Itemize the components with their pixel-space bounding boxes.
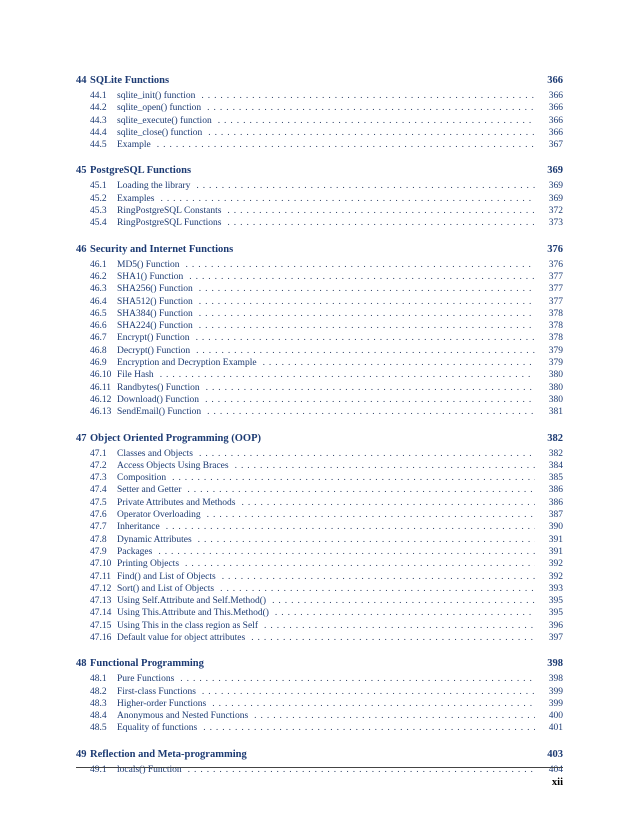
section-number: 44.1 <box>90 91 107 101</box>
toc-entry-link[interactable] <box>76 510 563 522</box>
section-title: Download() Function <box>117 394 200 405</box>
dot-leader <box>198 535 535 545</box>
dot-leader <box>185 559 535 569</box>
section-title: SHA384() Function <box>117 308 193 319</box>
section-number: 47.12 <box>90 583 112 594</box>
section-page-number: 397 <box>548 632 563 643</box>
section-title: Equality of functions <box>117 723 198 734</box>
dot-leader <box>196 333 535 343</box>
toc-entry-link[interactable] <box>76 711 563 723</box>
chapter-title: Security and Internet Functions <box>90 243 234 255</box>
section-number: 45.2 <box>90 193 107 204</box>
dot-leader <box>218 116 535 126</box>
chapter-number: 48 <box>76 658 87 670</box>
section-page-number: 398 <box>548 674 563 685</box>
section-number: 47.7 <box>90 522 107 533</box>
section-title: SHA512() Function <box>117 296 193 307</box>
toc-entry-link[interactable] <box>76 547 563 559</box>
chapter-page-number: 376 <box>547 243 563 255</box>
section-number: 46.1 <box>90 259 107 270</box>
toc-entry-link[interactable] <box>76 522 563 534</box>
section-page-number: 377 <box>548 284 563 295</box>
dot-leader <box>196 346 535 356</box>
toc-entry-link[interactable] <box>76 572 563 584</box>
dot-leader <box>207 407 535 417</box>
section-number: 46.4 <box>90 296 107 307</box>
section-number: 46.11 <box>90 382 112 393</box>
section-title: Find() and List of Objects <box>117 571 216 582</box>
section-number: 48.1 <box>90 674 107 685</box>
chapter-number: 45 <box>76 165 87 177</box>
section-title: Operator Overloading <box>117 510 201 521</box>
section-number: 47.6 <box>90 510 107 521</box>
toc-entry-link[interactable] <box>76 218 563 230</box>
dot-leader <box>199 321 535 331</box>
section-page-number: 401 <box>548 723 563 734</box>
section-title: Access Objects Using Braces <box>117 460 229 471</box>
toc-entry-link[interactable] <box>76 633 563 645</box>
section-page-number: 378 <box>548 321 563 332</box>
section-title: Examples <box>117 193 155 204</box>
section-page-number: 367 <box>548 140 563 151</box>
chapter-heading-link[interactable] <box>76 658 563 674</box>
toc-entry-link[interactable] <box>76 370 563 382</box>
section-page-number: 378 <box>548 333 563 344</box>
section-title: sqlite_open() function <box>117 103 202 114</box>
section-page-number: 386 <box>548 497 563 508</box>
toc-entry-link[interactable] <box>76 181 563 193</box>
section-number: 44.2 <box>90 103 107 114</box>
toc-entry-link[interactable] <box>76 498 563 510</box>
section-page-number: 385 <box>548 473 563 484</box>
toc-entry-link[interactable] <box>76 473 563 485</box>
section-title: RingPostgreSQL Functions <box>117 218 222 229</box>
dot-leader <box>207 103 535 113</box>
section-number: 46.8 <box>90 345 107 356</box>
toc-entry-link[interactable] <box>76 272 563 284</box>
dot-leader <box>202 687 535 697</box>
section-number: 48.3 <box>90 698 107 709</box>
chapter-title: Object Oriented Programming (OOP) <box>90 432 261 444</box>
section-title: Printing Objects <box>117 559 180 570</box>
section-number: 46.5 <box>90 308 107 319</box>
dot-leader <box>212 699 535 709</box>
footer-divider <box>76 767 563 768</box>
section-number: 47.16 <box>90 632 112 643</box>
section-page-number: 380 <box>548 382 563 393</box>
toc-entry-link[interactable] <box>76 699 563 711</box>
toc-entry-link[interactable] <box>76 284 563 296</box>
section-page-number: 377 <box>548 296 563 307</box>
section-title: Anonymous and Nested Functions <box>117 711 249 722</box>
chapter-title: Reflection and Meta-programming <box>90 748 247 760</box>
section-title: Encrypt() Function <box>117 333 190 344</box>
chapter-title: SQLite Functions <box>90 75 170 86</box>
section-number: 47.15 <box>90 620 112 631</box>
dot-leader <box>199 297 535 307</box>
toc-chapter <box>76 165 563 230</box>
toc-entry-link[interactable] <box>76 535 563 547</box>
chapter-page-number: 403 <box>547 748 563 760</box>
section-number: 44.3 <box>90 115 107 126</box>
section-title: Using This.Attribute and This.Method() <box>117 608 269 619</box>
chapter-title: PostgreSQL Functions <box>90 165 192 177</box>
toc-entry-link[interactable] <box>76 461 563 473</box>
section-number: 48.5 <box>90 723 107 734</box>
section-page-number: 391 <box>548 546 563 557</box>
dot-leader <box>235 461 535 471</box>
toc-entry-link[interactable] <box>76 407 563 419</box>
section-page-number: 399 <box>548 698 563 709</box>
chapter-number: 44 <box>76 75 87 86</box>
toc-entry-link[interactable] <box>76 485 563 497</box>
dot-leader <box>160 370 535 380</box>
toc-chapter <box>76 433 563 646</box>
section-number: 46.9 <box>90 358 107 369</box>
toc-entry-link[interactable] <box>76 91 563 103</box>
section-page-number: 380 <box>548 394 563 405</box>
section-page-number: 381 <box>548 407 563 418</box>
toc-chapter <box>76 658 563 735</box>
dot-leader <box>251 633 535 643</box>
chapter-number: 49 <box>76 748 87 760</box>
section-page-number: 380 <box>548 370 563 381</box>
section-number: 47.3 <box>90 473 107 484</box>
dot-leader <box>205 395 535 405</box>
section-number: 47.2 <box>90 460 107 471</box>
dot-leader <box>201 91 535 101</box>
toc-entry-link[interactable] <box>76 346 563 358</box>
chapter-page-number: 398 <box>547 658 563 670</box>
section-page-number: 386 <box>548 485 563 496</box>
dot-leader <box>189 272 535 282</box>
section-page-number: 377 <box>548 271 563 282</box>
dot-leader <box>199 309 535 319</box>
toc-entry-link[interactable] <box>76 116 563 128</box>
section-page-number: 373 <box>548 218 563 229</box>
section-title: Higher-order Functions <box>117 698 207 709</box>
section-number: 47.14 <box>90 608 112 619</box>
section-page-number: 378 <box>548 308 563 319</box>
section-number: 46.12 <box>90 394 112 405</box>
section-page-number: 384 <box>548 460 563 471</box>
toc-entry-link[interactable] <box>76 559 563 571</box>
toc-entry-link[interactable] <box>76 103 563 115</box>
section-number: 46.7 <box>90 333 107 344</box>
section-number: 46.2 <box>90 271 107 282</box>
dot-leader <box>227 218 535 228</box>
section-number: 44.5 <box>90 140 107 151</box>
section-page-number: 376 <box>548 259 563 270</box>
toc-entry-link[interactable] <box>76 584 563 596</box>
chapter-page-number: 382 <box>547 432 563 444</box>
section-title: Private Attributes and Methods <box>117 497 236 508</box>
section-title: Randbytes() Function <box>117 382 200 393</box>
section-title: First-class Functions <box>117 686 196 697</box>
chapter-page-number: 366 <box>547 75 563 86</box>
toc-entry-link[interactable] <box>76 674 563 686</box>
toc-entry-link[interactable] <box>76 206 563 218</box>
section-number: 48.2 <box>90 686 107 697</box>
section-title: MD5() Function <box>117 259 180 270</box>
toc-entry-link[interactable] <box>76 383 563 395</box>
section-title: Inheritance <box>117 522 160 533</box>
section-title: SendEmail() Function <box>117 407 202 418</box>
section-title: Pure Functions <box>117 674 175 685</box>
chapter-heading-link[interactable] <box>76 165 563 181</box>
dot-leader <box>263 358 535 368</box>
dot-leader <box>160 194 535 204</box>
section-title: locals() Function <box>117 764 182 775</box>
section-page-number: 379 <box>548 345 563 356</box>
toc-entry-link[interactable] <box>76 723 563 735</box>
section-page-number: 366 <box>548 115 563 126</box>
dot-leader <box>272 596 535 606</box>
toc-entry-link[interactable] <box>76 596 563 608</box>
section-page-number: 372 <box>548 206 563 217</box>
section-page-number: 393 <box>548 583 563 594</box>
section-number: 47.5 <box>90 497 107 508</box>
section-page-number: 366 <box>548 127 563 138</box>
toc-chapter <box>76 244 563 420</box>
toc-entry-link[interactable] <box>76 621 563 633</box>
section-title: SHA256() Function <box>117 284 193 295</box>
section-title: File Hash <box>117 370 154 381</box>
toc-entry-link[interactable] <box>76 321 563 333</box>
toc-entry-link[interactable] <box>76 395 563 407</box>
dot-leader <box>186 260 535 270</box>
chapter-number: 46 <box>76 243 87 255</box>
toc-chapter <box>76 75 563 152</box>
dot-leader <box>180 674 535 684</box>
section-number: 47.9 <box>90 546 107 557</box>
dot-leader <box>196 181 535 191</box>
section-number: 46.3 <box>90 284 107 295</box>
section-number: 47.4 <box>90 485 107 496</box>
dot-leader <box>227 206 535 216</box>
section-page-number: 369 <box>548 181 563 192</box>
section-page-number: 387 <box>548 510 563 521</box>
section-title: Dynamic Attributes <box>117 534 192 545</box>
section-title: Loading the library <box>117 181 191 192</box>
dot-leader <box>187 485 535 495</box>
dot-leader <box>275 608 535 618</box>
toc-entry-link[interactable] <box>76 260 563 272</box>
section-title: Default value for object attributes <box>117 632 246 643</box>
section-title: Composition <box>117 473 167 484</box>
section-title: sqlite_init() function <box>117 91 196 101</box>
toc-entry-link[interactable] <box>76 140 563 152</box>
section-title: Setter and Getter <box>117 485 182 496</box>
toc-entry-link[interactable] <box>76 358 563 370</box>
section-title: SHA1() Function <box>117 271 184 282</box>
dot-leader <box>157 140 535 150</box>
dot-leader <box>254 711 535 721</box>
section-title: Encryption and Decryption Example <box>117 358 257 369</box>
section-title: Decrypt() Function <box>117 345 191 356</box>
dot-leader <box>207 510 535 520</box>
section-page-number: 366 <box>548 103 563 114</box>
section-number: 47.8 <box>90 534 107 545</box>
dot-leader <box>199 284 535 294</box>
section-page-number: 404 <box>548 764 563 775</box>
section-page-number: 392 <box>548 559 563 570</box>
section-number: 44.4 <box>90 127 107 138</box>
dot-leader <box>206 383 535 393</box>
section-page-number: 366 <box>548 91 563 101</box>
section-title: Sort() and List of Objects <box>117 583 215 594</box>
toc-entry-link[interactable] <box>76 128 563 140</box>
section-title: Packages <box>117 546 153 557</box>
dot-leader <box>166 522 535 532</box>
chapter-heading-link[interactable] <box>76 433 563 449</box>
section-number: 49.1 <box>90 764 107 775</box>
chapter-page-number: 369 <box>547 165 563 177</box>
dot-leader <box>264 621 535 631</box>
section-number: 45.1 <box>90 181 107 192</box>
toc-entry-link[interactable] <box>76 194 563 206</box>
toc-chapter <box>76 749 563 777</box>
section-page-number: 395 <box>548 608 563 619</box>
dot-leader <box>199 449 535 459</box>
section-title: SHA224() Function <box>117 321 193 332</box>
table-of-contents <box>76 75 563 790</box>
section-page-number: 382 <box>548 448 563 459</box>
dot-leader <box>222 572 535 582</box>
section-number: 46.13 <box>90 407 112 418</box>
section-page-number: 395 <box>548 596 563 607</box>
toc-entry-link[interactable] <box>76 333 563 345</box>
dot-leader <box>203 723 535 733</box>
section-number: 47.13 <box>90 596 112 607</box>
section-title: sqlite_close() function <box>117 127 203 138</box>
chapter-heading-link[interactable] <box>76 75 563 91</box>
dot-leader <box>158 547 535 557</box>
section-page-number: 369 <box>548 193 563 204</box>
section-page-number: 379 <box>548 358 563 369</box>
section-title: RingPostgreSQL Constants <box>117 206 222 217</box>
section-number: 48.4 <box>90 711 107 722</box>
section-page-number: 400 <box>548 711 563 722</box>
chapter-title: Functional Programming <box>90 658 204 670</box>
section-number: 45.3 <box>90 206 107 217</box>
section-number: 46.6 <box>90 321 107 332</box>
section-title: Classes and Objects <box>117 448 193 459</box>
toc-entry-link[interactable] <box>76 687 563 699</box>
dot-leader <box>172 473 535 483</box>
section-page-number: 391 <box>548 534 563 545</box>
section-page-number: 390 <box>548 522 563 533</box>
section-page-number: 396 <box>548 620 563 631</box>
chapter-heading-link[interactable] <box>76 749 563 765</box>
section-number: 47.11 <box>90 571 112 582</box>
page-number: xii <box>551 777 563 788</box>
section-title: Example <box>117 140 151 151</box>
chapter-number: 47 <box>76 432 87 444</box>
section-title: Using Self.Attribute and Self.Method() <box>117 596 267 607</box>
section-page-number: 392 <box>548 571 563 582</box>
section-number: 47.1 <box>90 448 107 459</box>
dot-leader <box>241 498 535 508</box>
dot-leader <box>208 128 535 138</box>
toc-entry-link[interactable] <box>76 297 563 309</box>
toc-entry-link[interactable] <box>76 449 563 461</box>
section-title: Using This in the class region as Self <box>117 620 258 631</box>
toc-entry-link[interactable] <box>76 309 563 321</box>
chapter-heading-link[interactable] <box>76 244 563 260</box>
toc-entry-link[interactable] <box>76 608 563 620</box>
section-page-number: 399 <box>548 686 563 697</box>
section-number: 45.4 <box>90 218 107 229</box>
dot-leader <box>220 584 535 594</box>
section-number: 46.10 <box>90 370 112 381</box>
section-title: sqlite_execute() function <box>117 115 212 126</box>
section-number: 47.10 <box>90 559 112 570</box>
